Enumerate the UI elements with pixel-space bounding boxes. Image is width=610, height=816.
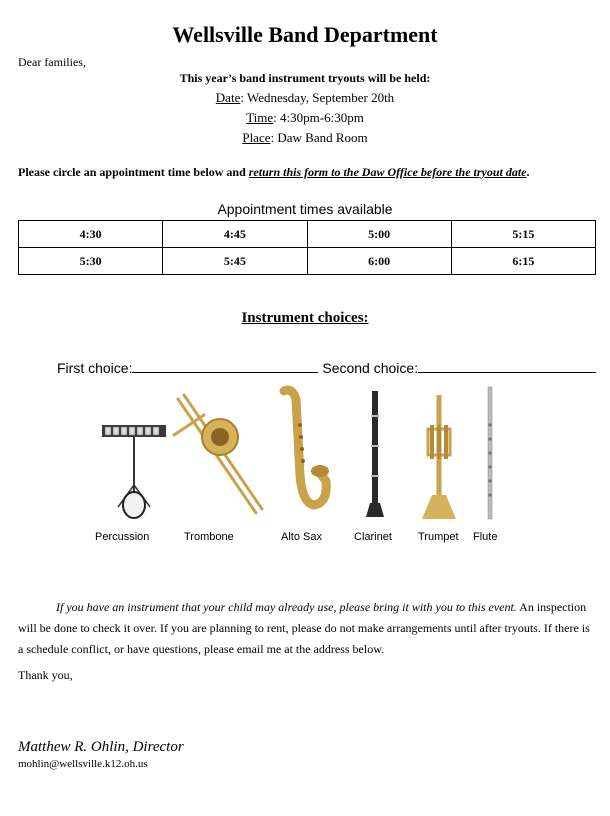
trombone-icon (170, 385, 266, 525)
alto-sax-icon (270, 385, 334, 525)
appointment-slot[interactable]: 5:30 (19, 248, 163, 275)
instruction-lead: Please circle an appointment time below and (18, 165, 249, 179)
tryout-announcement: This year’s band instrument tryouts will be held: (179, 71, 431, 85)
trumpet-label: Trumpet (418, 531, 459, 543)
place-label: Place (242, 130, 271, 145)
appointment-slot[interactable]: 5:45 (163, 248, 307, 275)
instruction-text (18, 165, 530, 180)
flute-icon (480, 385, 500, 525)
table-row (19, 248, 596, 275)
alto-sax-label: Alto Sax (281, 531, 322, 543)
page-title: Wellsville Band Department (172, 22, 438, 47)
body-paragraph (18, 597, 594, 660)
instrument-heading: Instrument choices: (241, 310, 369, 326)
instruction-emphasis: return this form to the Daw Office before the tryout date (248, 165, 527, 179)
second-choice-label: Second choice: (322, 360, 419, 376)
closing: Thank you, (18, 668, 73, 682)
place-value: : Daw Band Room (270, 130, 368, 145)
signature-email[interactable]: mohlin@wellsville.k12.oh.us (18, 758, 148, 770)
appointment-table (18, 220, 596, 275)
appointment-slot[interactable]: 5:00 (307, 221, 451, 248)
body-rest: An inspection will be done to check it over. If you are planning to rent, please do not make arrangements until after tryouts. If there is a schedule conflict, or have questions, please email me at the address below. (18, 600, 590, 656)
appointment-table-title: Appointment times available (217, 201, 393, 217)
table-row (19, 221, 596, 248)
date-label: Date (215, 90, 241, 105)
time-value: : 4:30pm-6:30pm (273, 110, 364, 125)
percussion-label: Percussion (95, 531, 150, 543)
clarinet-icon (360, 385, 390, 525)
instruction-end: . (526, 165, 530, 179)
signature-name: Matthew R. Ohlin, Director (18, 739, 184, 755)
first-choice-label: First choice: (57, 360, 133, 376)
second-choice-field[interactable] (418, 357, 596, 373)
clarinet-label: Clarinet (354, 531, 392, 543)
appointment-slot[interactable]: 4:30 (19, 221, 163, 248)
flute-label: Flute (473, 531, 498, 543)
trombone-label: Trombone (184, 531, 234, 543)
greeting: Dear families, (18, 55, 86, 69)
choice-fields (57, 357, 596, 376)
appointment-slot[interactable]: 6:00 (307, 248, 451, 275)
time-label: Time (246, 110, 274, 125)
percussion-icon (98, 385, 170, 525)
first-choice-field[interactable] (132, 357, 318, 373)
tryout-date (0, 90, 610, 106)
appointment-slot[interactable]: 5:15 (451, 221, 595, 248)
trumpet-icon (414, 385, 464, 525)
date-value: : Wednesday, September 20th (240, 90, 395, 105)
body-italic-lead: If you have an instrument that your child may already use, please bring it with you to this event. (56, 600, 517, 614)
tryout-time (0, 110, 610, 126)
tryout-place (0, 130, 610, 146)
appointment-slot[interactable]: 6:15 (451, 248, 595, 275)
appointment-slot[interactable]: 4:45 (163, 221, 307, 248)
